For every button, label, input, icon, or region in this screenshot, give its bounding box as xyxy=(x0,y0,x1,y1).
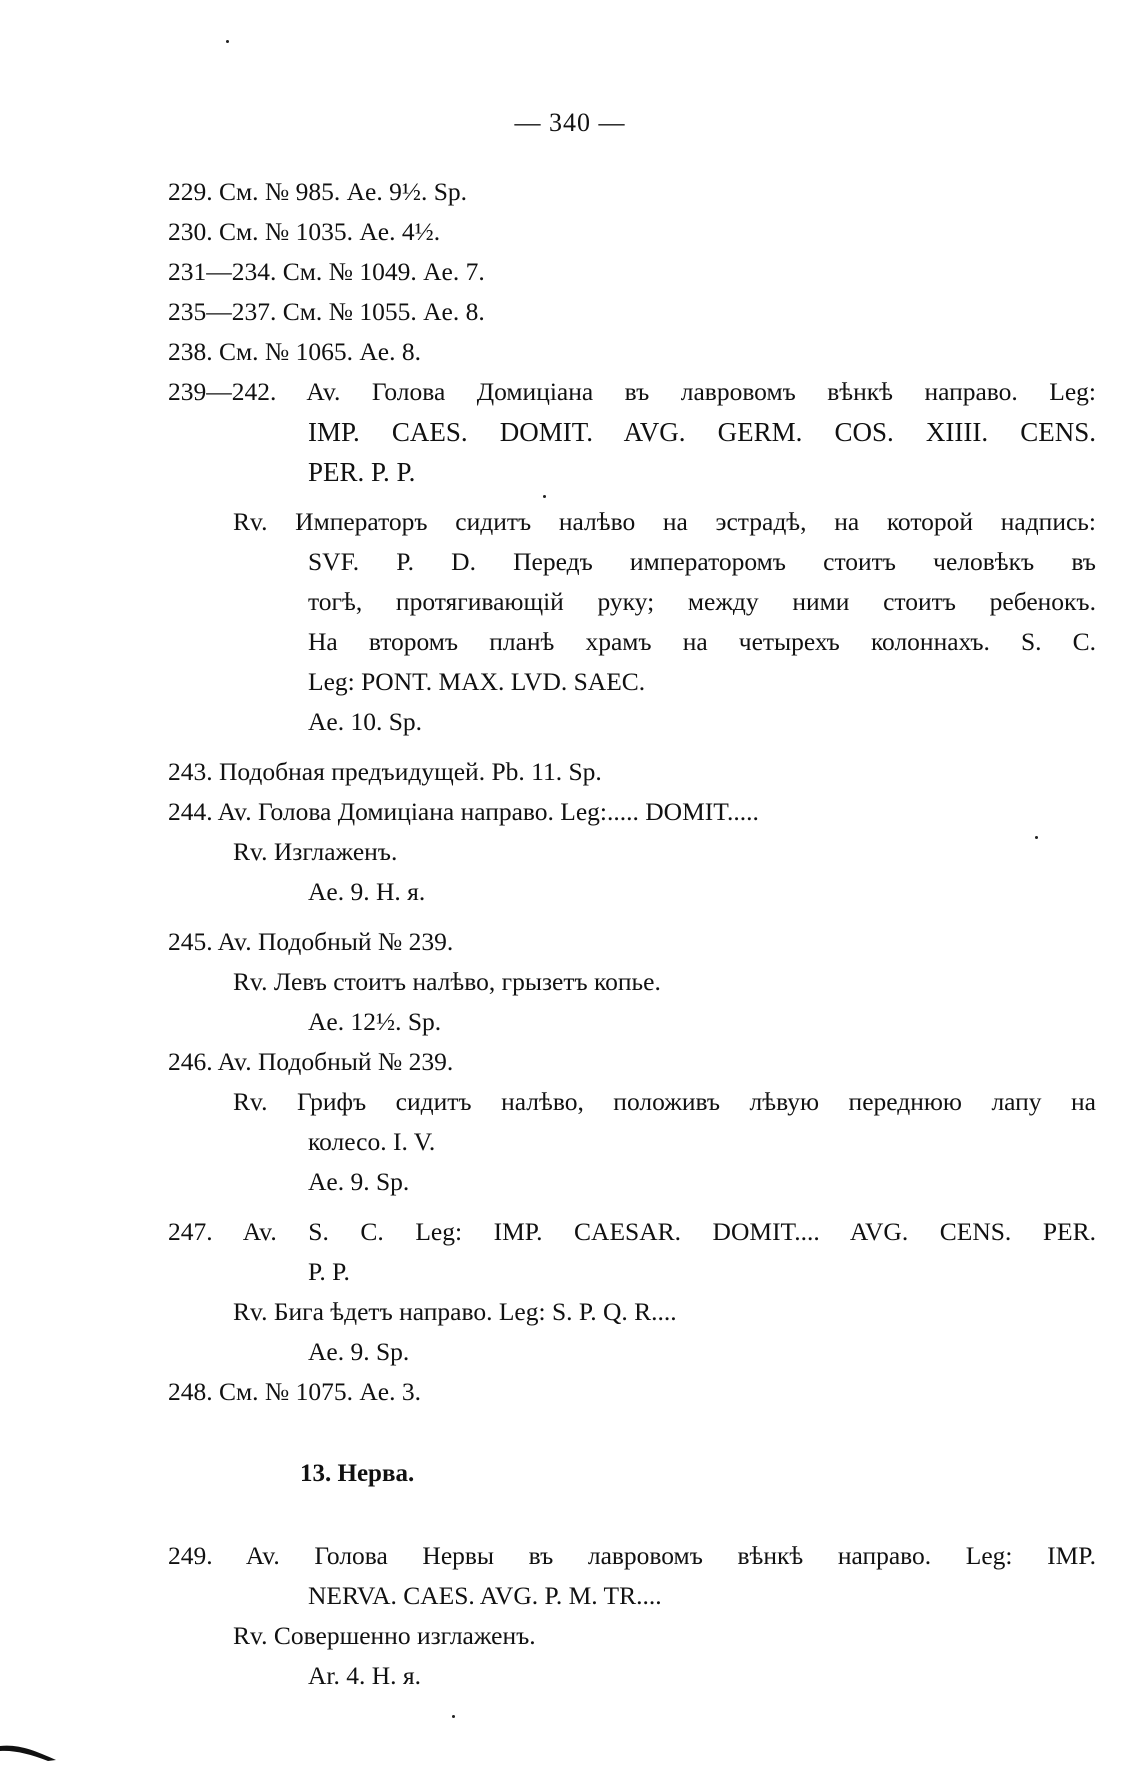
line-gap xyxy=(168,492,1096,502)
line-gap xyxy=(168,912,1096,922)
catalog-text xyxy=(168,172,1096,1696)
catalog-line: Ae. 10. Sp. xyxy=(308,707,423,736)
catalog-line: PER. P. P. xyxy=(308,457,416,487)
catalog-line: Rv. Грифъ сидитъ налѣво, положивъ лѣвую переднюю лапу на xyxy=(233,1087,1096,1116)
catalog-line: 249. Av. Голова Нервы въ лавровомъ вѣнкѣ направо. Leg: IMP. xyxy=(168,1541,1096,1570)
catalog-line: Rv. Левъ стоитъ налѣво, грызетъ копье. xyxy=(233,967,661,996)
catalog-line: Ae. 9. Sp. xyxy=(308,1167,410,1196)
catalog-line: 235—237. См. № 1055. Ae. 8. xyxy=(168,297,485,326)
section-gap xyxy=(168,1494,1096,1536)
catalog-line: 229. См. № 985. Ae. 9½. Sp. xyxy=(168,177,468,206)
ink-speck xyxy=(1035,836,1038,839)
catalog-line: Rv. Императоръ сидитъ налѣво на эстрадѣ, на которой надпись: xyxy=(233,507,1096,536)
catalog-line: 246. Av. Подобный № 239. xyxy=(168,1047,454,1076)
catalog-line: 238. См. № 1065. Ae. 8. xyxy=(168,337,421,366)
ink-speck xyxy=(226,40,229,43)
section-gap xyxy=(168,1412,1096,1454)
catalog-line: 230. См. № 1035. Ae. 4½. xyxy=(168,217,441,246)
ink-speck xyxy=(452,1715,455,1718)
catalog-line: Rv. Бига ѣдетъ направо. Leg: S. P. Q. R.... xyxy=(233,1297,677,1326)
catalog-line: 248. См. № 1075. Ae. 3. xyxy=(168,1377,421,1406)
catalog-line: NERVA. CAES. AVG. P. M. TR.... xyxy=(308,1581,662,1610)
scan-smudge-mark xyxy=(0,1742,58,1762)
catalog-line: Ae. 12½. Sp. xyxy=(308,1007,442,1036)
catalog-line: Ar. 4. H. я. xyxy=(308,1661,422,1690)
catalog-line: P. P. xyxy=(308,1257,350,1286)
catalog-line: Ae. 9. Sp. xyxy=(308,1337,410,1366)
catalog-line: Ae. 9. H. я. xyxy=(308,877,426,906)
line-gap xyxy=(168,1202,1096,1212)
catalog-line: тогѣ, протягивающій руку; между ними стоитъ ребенокъ. xyxy=(308,587,1096,616)
catalog-line: Rv. Изглаженъ. xyxy=(233,837,398,866)
catalog-line: 239—242. Av. Голова Домиціана въ лавровомъ вѣнкѣ направо. Leg: xyxy=(168,377,1096,406)
catalog-line: 231—234. См. № 1049. Ae. 7. xyxy=(168,257,485,286)
page-number: — 340 — xyxy=(514,108,626,137)
catalog-line: 244. Av. Голова Домиціана направо. Leg:..... DOMIT..... xyxy=(168,797,759,826)
catalog-line: На второмъ планѣ храмъ на четырехъ колоннахъ. S. C. xyxy=(308,627,1096,656)
catalog-line: SVF. P. D. Передъ императоромъ стоитъ человѣкъ въ xyxy=(308,547,1096,576)
catalog-line: IMP. CAES. DOMIT. AVG. GERM. COS. XIIII. CENS. xyxy=(308,417,1096,447)
catalog-line: Rv. Совершенно изглаженъ. xyxy=(233,1621,536,1650)
section-heading: 13. Нерва. xyxy=(300,1460,415,1487)
ink-speck xyxy=(543,495,546,498)
line-gap xyxy=(168,742,1096,752)
catalog-line: 247. Av. S. C. Leg: IMP. CAESAR. DOMIT.... AVG. CENS. PER. xyxy=(168,1217,1096,1246)
catalog-line: 243. Подобная предъидущей. Pb. 11. Sp. xyxy=(168,757,602,786)
catalog-line: колесо. I. V. xyxy=(308,1127,436,1156)
catalog-line: Leg: PONT. MAX. LVD. SAEC. xyxy=(308,667,646,696)
catalog-line: 245. Av. Подобный № 239. xyxy=(168,927,454,956)
